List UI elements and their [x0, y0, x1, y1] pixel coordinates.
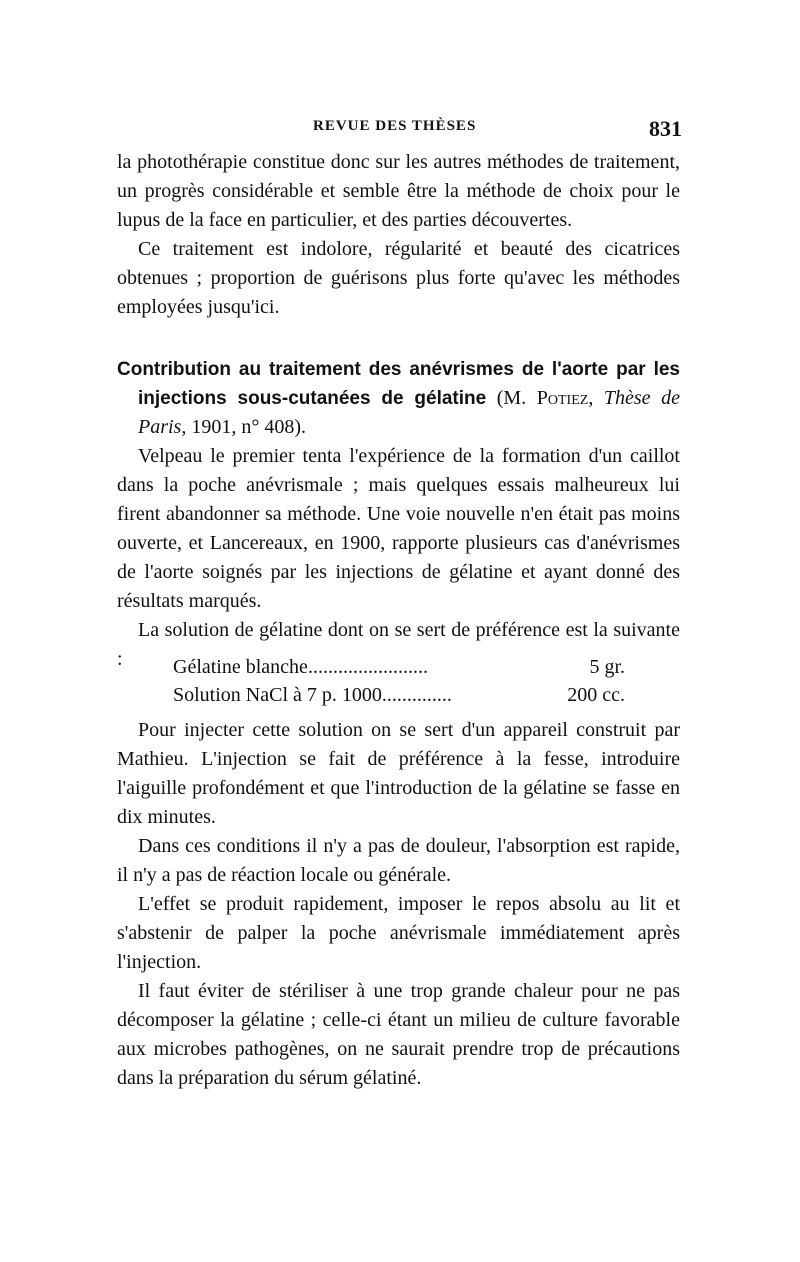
- formula-ingredient: Gélatine blanche: [173, 656, 308, 678]
- formula-leader-dots: ..............: [381, 684, 452, 706]
- formula-row: [173, 653, 625, 681]
- formula-quantity: 5 gr.: [589, 656, 625, 678]
- citation-open: (M.: [486, 387, 537, 409]
- citation-separator: ,: [588, 387, 604, 409]
- formula-ingredient: Solution NaCl à 7 p. 1000: [173, 684, 382, 706]
- intro-paragraph-1: la photothérapie constitue donc sur les autres méthodes de traitement, un progrès considérable et semble être la méthode de choix pour le lupus de la face en particulier, et des parties découvertes.: [117, 151, 680, 231]
- intro-paragraph-2: Ce traitement est indolore, régularité et beauté des cicatrices obtenues ; proportion de guérisons plus forte qu'avec les méthodes employées jusqu'ici.: [117, 238, 680, 318]
- page-header: [117, 116, 682, 142]
- running-head: REVUE DES THÈSES: [313, 118, 477, 134]
- body-paragraph-3: Pour injecter cette solution on se sert d'un appareil construit par Mathieu. L'injection se fait de préférence à la fesse, introduire l'aiguille profondément et que l'introduction de la gélatine se fasse en dix minutes.: [117, 719, 680, 828]
- entry-thesis: Thèse de Paris,: [138, 387, 680, 438]
- formula-leader-dots: ........................: [307, 656, 428, 678]
- thesis-entry-heading: [117, 355, 680, 442]
- entry-title: Contribution au traitement des anévrismes de l'aorte par les injections sous-cutanées de gélatine: [117, 359, 680, 409]
- page-number: 831: [649, 116, 682, 141]
- body-paragraph-5: L'effet se produit rapidement, imposer le repos absolu au lit et s'abstenir de palper la poche anévrismale immédiatement après l'injection.: [117, 893, 680, 973]
- entry-author: Potiez: [536, 387, 589, 409]
- formula-quantity: 200 cc.: [567, 684, 625, 706]
- body-paragraph-2: La solution de gélatine dont on se sert de préférence est la suivante :: [117, 619, 680, 670]
- body-paragraph-1: Velpeau le premier tenta l'expérience de la formation d'un caillot dans la poche anévrismale ; mais quelques essais malheureux lui firent abandonner sa méthode. Une voie nouvelle n'en était pas moins ouverte, et Lancereaux, en 1900, rapporte plusieurs cas d'anévrismes de l'aorte soignés par les injections de gélatine et ayant donné des résultats marqués.: [117, 445, 680, 612]
- body-paragraph-4: Dans ces conditions il n'y a pas de douleur, l'absorption est rapide, il n'y a pas de réaction locale ou générale.: [117, 835, 680, 886]
- body-section-2: [117, 716, 680, 1093]
- formula-row: [173, 681, 625, 709]
- formula-table: [173, 653, 625, 709]
- citation-close: 1901, n° 408).: [186, 416, 307, 438]
- body-paragraph-6: Il faut éviter de stériliser à une trop grande chaleur pour ne pas décomposer la gélatine ; celle-ci étant un milieu de culture favorable aux microbes pathogènes, on ne saurait prendre trop de précautions dans la préparation du sérum gélatiné.: [117, 980, 680, 1089]
- body-section-1: [117, 442, 680, 674]
- intro-text: [117, 148, 680, 322]
